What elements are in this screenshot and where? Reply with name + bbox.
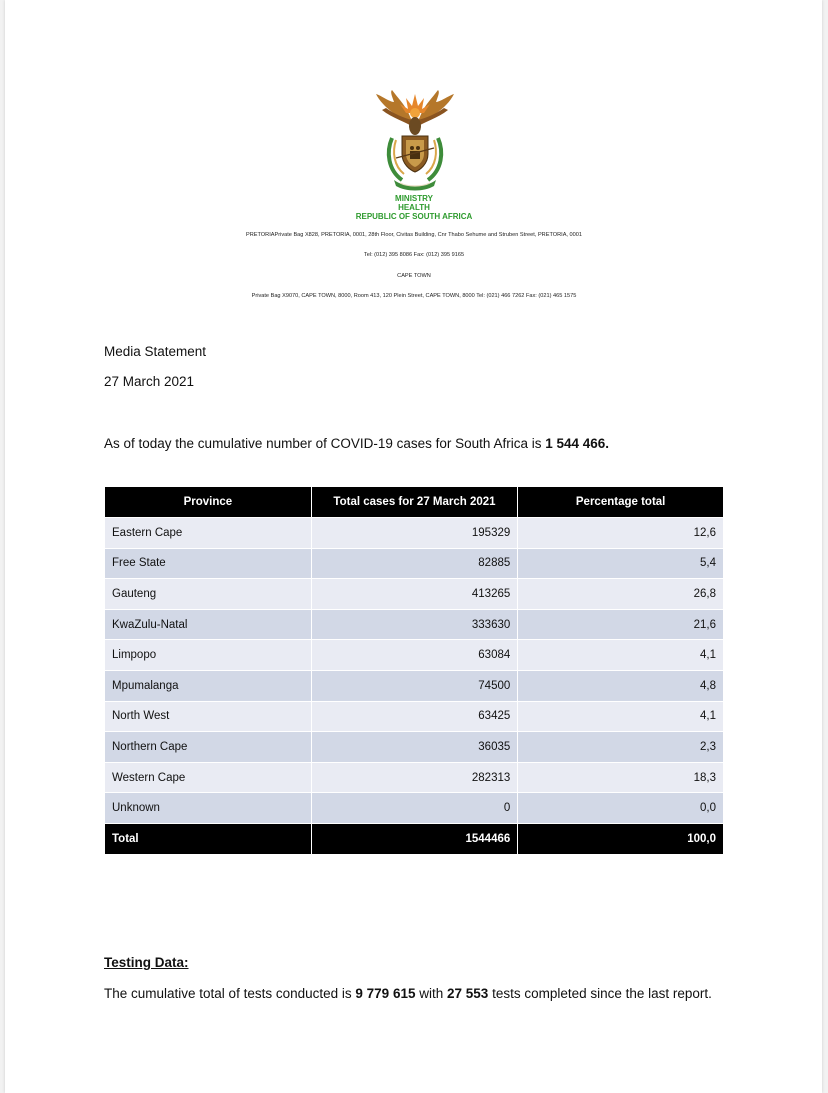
percentage-cell: 4,1 xyxy=(518,640,724,671)
testing-text-3: tests completed since the last report. xyxy=(492,986,712,1001)
testing-new-value: 27 553 xyxy=(447,986,489,1001)
letterhead-health: HEALTH xyxy=(398,203,430,212)
cases-cell: 413265 xyxy=(311,579,518,610)
percentage-cell: 5,4 xyxy=(518,548,724,579)
province-cell: Mpumalanga xyxy=(105,670,312,701)
percentage-cell: 2,3 xyxy=(518,732,724,763)
letterhead-cape-town: CAPE TOWN xyxy=(397,273,431,279)
testing-text-1: The cumulative total of tests conducted is xyxy=(104,986,352,1001)
letterhead-ministry: MINISTRY xyxy=(395,194,433,203)
table-row xyxy=(105,732,724,763)
testing-total-value: 9 779 615 xyxy=(355,986,416,1001)
header-province: Province xyxy=(105,487,312,518)
testing-text-2: with xyxy=(419,986,444,1001)
cases-by-province-table xyxy=(104,486,724,855)
percentage-cell: 0,0 xyxy=(518,793,724,824)
header-total-cases: Total cases for 27 March 2021 xyxy=(311,487,518,518)
province-cell: KwaZulu-Natal xyxy=(105,609,312,640)
header-percentage: Percentage total xyxy=(518,487,724,518)
letterhead-pretoria-phone: Tel: (012) 395 8086 Fax: (012) 395 9165 xyxy=(363,252,465,258)
case-summary-value: 1 544 466. xyxy=(545,436,610,451)
table-header-row xyxy=(105,487,724,518)
table-row xyxy=(105,518,724,549)
statement-date: 27 March 2021 xyxy=(104,374,195,389)
province-cell: Western Cape xyxy=(105,762,312,793)
case-summary-text: As of today the cumulative number of COVID-19 cases for South Africa is xyxy=(104,436,542,451)
cases-cell: 63084 xyxy=(311,640,518,671)
total-percentage-cell: 100,0 xyxy=(518,823,724,854)
cases-cell: 333630 xyxy=(311,609,518,640)
letterhead-pretoria-address: PRETORIAPrivate Bag X828, PRETORIA, 0001, 28th Floor, Civitas Building, Cnr Thabo Sehume and Struben Street, PRETORIA, 0001 xyxy=(245,232,582,238)
table-row xyxy=(105,762,724,793)
province-cell: North West xyxy=(105,701,312,732)
statement-type: Media Statement xyxy=(104,344,207,359)
percentage-cell: 26,8 xyxy=(518,579,724,610)
cases-cell: 63425 xyxy=(311,701,518,732)
testing-data-heading: Testing Data: xyxy=(104,955,189,970)
cases-cell: 82885 xyxy=(311,548,518,579)
percentage-cell: 4,8 xyxy=(518,670,724,701)
case-summary xyxy=(104,436,609,451)
total-cases-cell: 1544466 xyxy=(311,823,518,854)
total-label-cell: Total xyxy=(105,823,312,854)
percentage-cell: 4,1 xyxy=(518,701,724,732)
percentage-cell: 21,6 xyxy=(518,609,724,640)
table-row xyxy=(105,579,724,610)
cases-cell: 195329 xyxy=(311,518,518,549)
table-row xyxy=(105,548,724,579)
cases-cell: 282313 xyxy=(311,762,518,793)
letterhead-republic: REPUBLIC OF SOUTH AFRICA xyxy=(355,212,473,221)
table-total-row xyxy=(105,823,724,854)
table-row xyxy=(105,640,724,671)
province-cell: Unknown xyxy=(105,793,312,824)
table-row xyxy=(105,701,724,732)
percentage-cell: 18,3 xyxy=(518,762,724,793)
province-cell: Eastern Cape xyxy=(105,518,312,549)
table-row xyxy=(105,609,724,640)
south-africa-coat-of-arms-icon xyxy=(372,88,458,192)
province-cell: Gauteng xyxy=(105,579,312,610)
province-cell: Northern Cape xyxy=(105,732,312,763)
table-row xyxy=(105,670,724,701)
testing-summary xyxy=(104,986,712,1001)
province-cell: Limpopo xyxy=(105,640,312,671)
percentage-cell: 12,6 xyxy=(518,518,724,549)
cases-cell: 0 xyxy=(311,793,518,824)
table-row xyxy=(105,793,724,824)
cases-cell: 74500 xyxy=(311,670,518,701)
province-cell: Free State xyxy=(105,548,312,579)
letterhead-cape-town-address: Private Bag X9070, CAPE TOWN, 8000, Room 413, 120 Plein Street, CAPE TOWN, 8000 Tel: (021) 466 7262 Fax: (021) 465 1575 xyxy=(251,293,577,299)
cases-cell: 36035 xyxy=(311,732,518,763)
